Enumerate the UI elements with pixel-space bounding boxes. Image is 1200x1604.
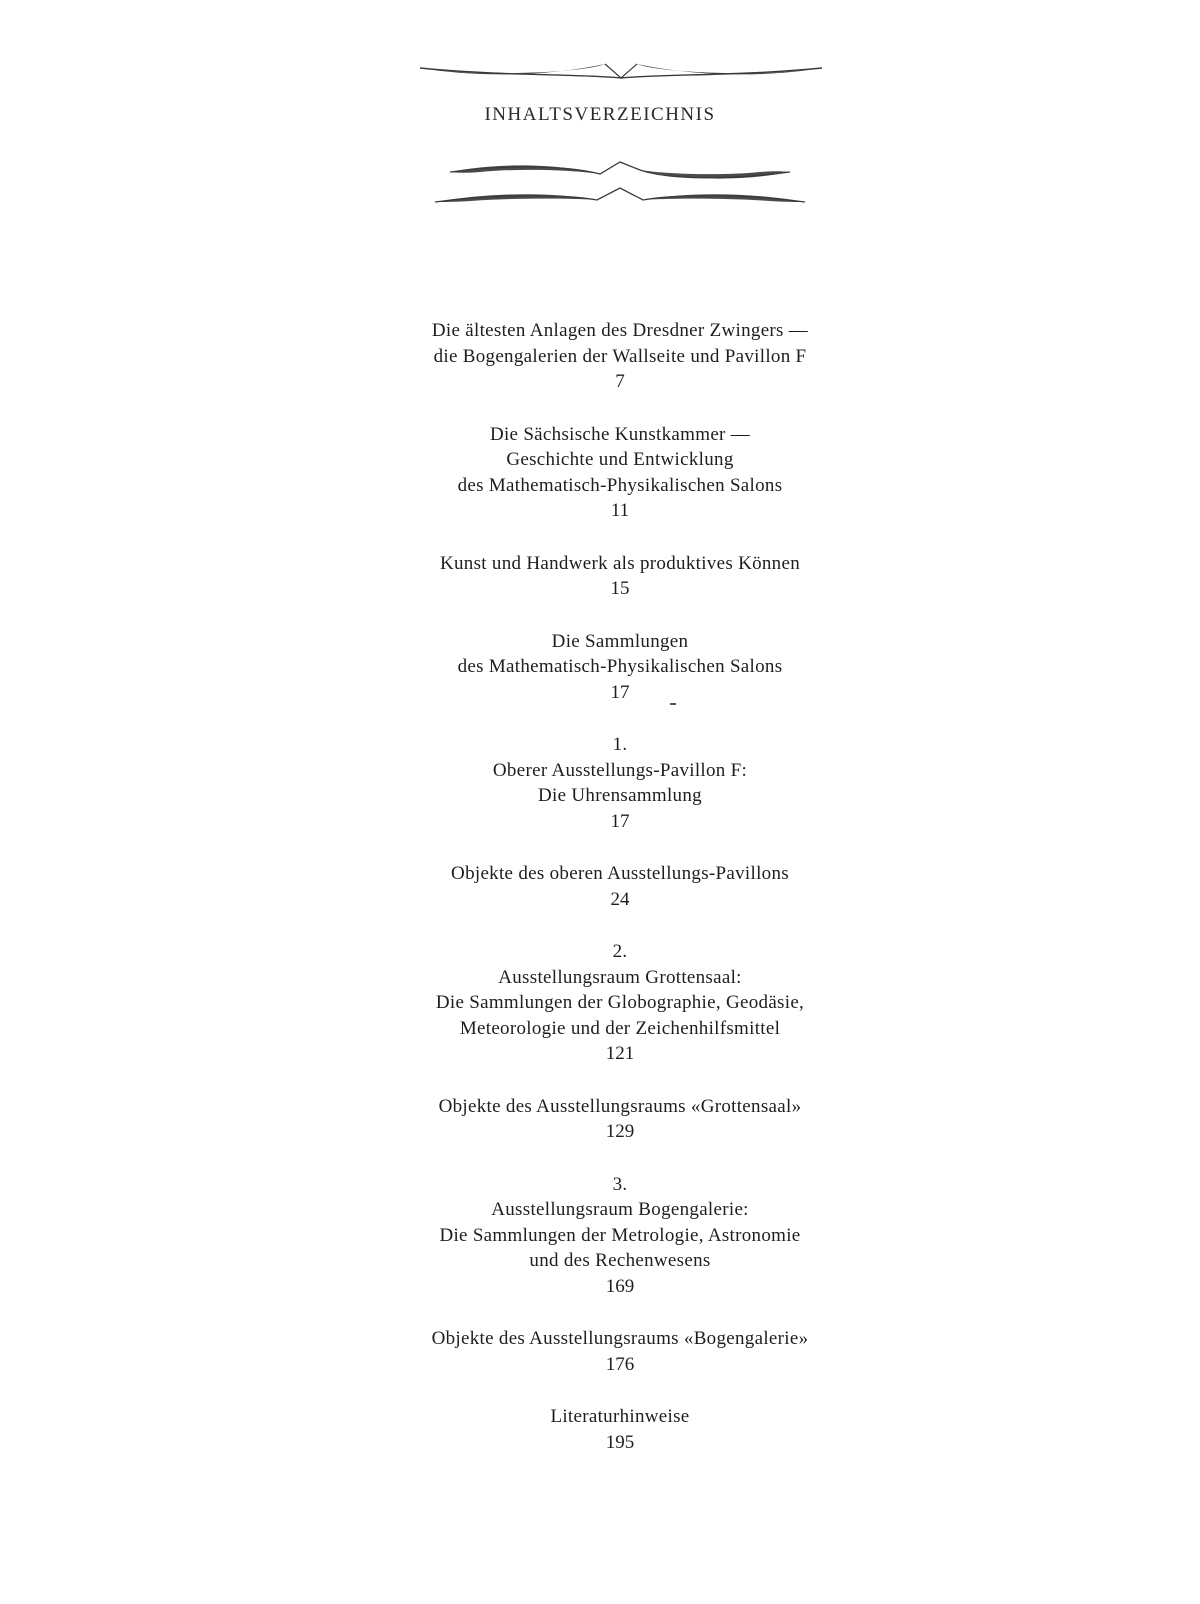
double-flourish-ornament-upper [450, 158, 790, 188]
entry-page-number: 24 [610, 888, 630, 910]
entry-section-number: 3. [612, 1173, 628, 1195]
toc-entry-kunst-handwerk[interactable] [360, 551, 880, 602]
entry-title-line: Objekte des Ausstellungsraums «Bogengalerie» [431, 1328, 809, 1349]
entry-page-number: 195 [605, 1431, 635, 1453]
entry-section-number: 1. [612, 734, 628, 755]
entry-title-line: des Mathematisch-Physikalischen Salons [457, 474, 783, 496]
entry-title-line: Die ältesten Anlagen des Dresdner Zwingers — [431, 320, 809, 341]
toc-entry-objekte-grottensaal[interactable] [360, 1094, 880, 1145]
entry-title-line: Die Sammlungen der Globographie, Geodäsie, [435, 992, 805, 1013]
stray-print-mark [670, 703, 676, 705]
toc-entry-objekte-pavillon[interactable] [360, 861, 880, 912]
toc-entry-section-2-grottensaal[interactable] [360, 939, 880, 1067]
entry-page-number: 17 [610, 681, 630, 703]
entry-page-number: 121 [605, 1043, 635, 1064]
toc-entry-literaturhinweise[interactable] [360, 1404, 880, 1455]
entry-page-number: 129 [605, 1121, 635, 1142]
top-flourish-ornament [420, 60, 822, 88]
entry-title-line: Ausstellungsraum Grottensaal: [498, 966, 742, 988]
toc-entry-section-3-bogengalerie[interactable] [360, 1172, 880, 1300]
entry-title-line: Literaturhinweise [550, 1406, 690, 1427]
entry-section-number: 2. [612, 941, 628, 962]
contents-heading: INHALTSVERZEICHNIS [484, 104, 716, 125]
entry-page-number: 7 [615, 371, 625, 392]
entry-title-line: Objekte des oberen Ausstellungs-Pavillons [451, 863, 789, 884]
entry-title-line: Objekte des Ausstellungsraums «Grottensaal» [438, 1095, 802, 1117]
entry-title-line: Kunst und Handwerk als produktives Können [439, 552, 801, 574]
double-flourish-ornament-lower [435, 186, 805, 216]
toc-entry-section-1-uhrensammlung[interactable] [360, 732, 880, 834]
toc-entry-objekte-bogengalerie[interactable] [360, 1326, 880, 1377]
entry-title-line: Meteorologie und der Zeichenhilfsmittel [459, 1017, 781, 1039]
entry-page-number: 17 [610, 810, 630, 832]
entry-page-number: 169 [605, 1275, 635, 1297]
toc-entry-sammlungen[interactable] [360, 629, 880, 706]
entry-title-line: Die Sächsische Kunstkammer — [489, 423, 751, 445]
entry-title-line: die Bogengalerien der Wallseite und Pavillon F [433, 345, 807, 367]
toc-entry-oldest-buildings[interactable] [360, 318, 880, 395]
entry-title-line: und des Rechenwesens [529, 1250, 711, 1271]
entry-title-line: Die Uhrensammlung [538, 785, 702, 806]
toc-entry-kunstkammer[interactable] [360, 422, 880, 524]
entry-title-line: Ausstellungsraum Bogengalerie: [491, 1199, 749, 1220]
entry-page-number: 15 [610, 578, 630, 599]
entry-title-line: Geschichte und Entwicklung [506, 449, 734, 470]
entry-title-line: Die Sammlungen [551, 630, 689, 652]
table-of-contents [360, 318, 880, 1455]
entry-page-number: 176 [605, 1353, 635, 1375]
entry-title-line: Die Sammlungen der Metrologie, Astronomie [439, 1224, 801, 1246]
entry-title-line: des Mathematisch-Physikalischen Salons [457, 656, 783, 677]
entry-title-line: Oberer Ausstellungs-Pavillon F: [492, 759, 748, 781]
entry-page-number: 11 [610, 500, 630, 521]
